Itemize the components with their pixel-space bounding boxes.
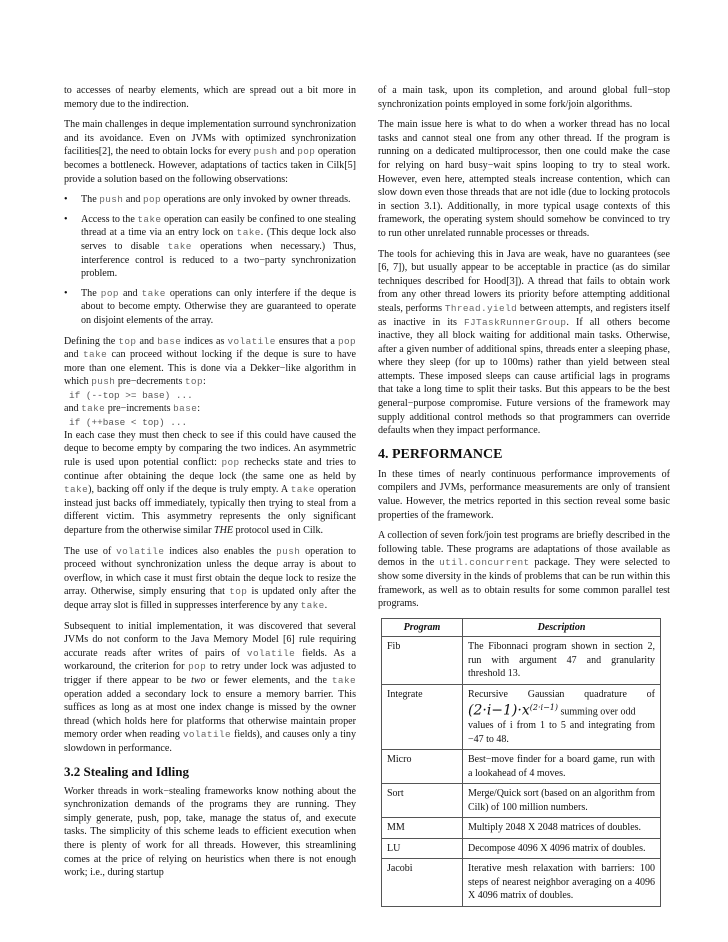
paragraph: In each case they must then check to see if this could have caused the deque to become empty by comparing the two indices. An asymmetric rule is used upon potential conflict: pop rechecks state and tries to continue after obtaining the deque lock (the same one as held by take), backing off only if the deque is truly empty. A take operation instead just backs off immediately, typically then trying to steal from a different victim. This asymmetry represents the only significant departure from the otherwise similar THE protocol used in Cilk. bbox=[64, 429, 356, 537]
integrand-formula: $(2\cdot i-1)\cdot x^{(2\cdot i-1)}$ summing over odd bbox=[468, 702, 636, 719]
column-header: Description bbox=[463, 618, 661, 637]
paragraph: Subsequent to initial implementation, it was discovered that several JVMs do not conform to the Java Memory Model [6] rule requiring accurate reads after writes of pairs of volatile fields. As a workaround, the criterion for pop to retry under lock was adjusted to trigger if there appear to be two or fewer elements, and the take operation added a secondary lock to ensure a memory barrier. This suffices as long as at most one index change is missed by the owner thread (which holds here for platforms that otherwise maintain proper memory order when reading volatile fields), and causes only a tiny slowdown in performance. bbox=[64, 620, 356, 754]
observation-list bbox=[64, 193, 356, 327]
list-item: • Access to the take operation can easily be confined to one stealing thread at a time via an entry lock on take. (This deque lock also serves to disable take operations when necessary.) Thus, interference control is reduced to a two−party synchronization problem. bbox=[64, 213, 356, 280]
program-cell: LU bbox=[382, 838, 463, 859]
paragraph: The main challenges in deque implementation surround synchronization and its avoidance. Even on JVMs with optimized synchronization facilities[2], the need to obtain locks for every push and pop operation becomes a bottleneck. However, adaptations of tactics taken in Cilk[5] provide a solution based on the following observations: bbox=[64, 119, 356, 185]
bullet-icon: • bbox=[64, 213, 68, 225]
description-cell: Merge/Quick sort (based on an algorithm from Cilk) of 100 million numbers. bbox=[463, 784, 661, 818]
table-row bbox=[382, 818, 661, 839]
table-row bbox=[382, 784, 661, 818]
table-row bbox=[382, 838, 661, 859]
program-cell: Micro bbox=[382, 750, 463, 784]
program-cell: Jacobi bbox=[382, 859, 463, 907]
paragraph: and take pre−increments base: bbox=[64, 403, 201, 415]
paragraph: of a main task, upon its completion, and around global full−stop synchronization points employed in some fork/join algorithms. bbox=[378, 85, 670, 110]
paragraph: The tools for achieving this in Java are weak, have no guarantees (see [6, 7]), but usually appear to be acceptable in practice (as do similar techniques described for Hood[3]). A thread that fails to obtain work from any other thread lowers its priority before attempting additional steals, performs Thread.yield between attempts, and registers itself as inactive in its FJTaskRunnerGroup. If all others become inactive, they all block waiting for additional main tasks. Otherwise, after a given number of additional spins, threads enter a sleeping phase, where they sleep (for up to 100ms) rather than yield between steal attempts. These imposed sleeps can cause artificial lags in programs that take a long time to split their tasks. But this appears to be the best general−purpose compromise. Future versions of the framework may supply additional control methods so that programmers can override defaults when they impact performance. bbox=[378, 248, 670, 437]
description-cell: Multiply 2048 X 2048 matrices of doubles. bbox=[463, 818, 661, 839]
description-cell: Iterative mesh relaxation with barriers: 100 steps of nearest neighbor averaging on a 4096 X 4096 matrix of doubles. bbox=[463, 859, 661, 907]
right-column bbox=[378, 84, 670, 907]
paragraph: The use of volatile indices also enables the push operation to proceed without synchronization unless the deque array is about to overflow, in which case it must first obtain the deque lock to resize the array. Otherwise, simply ensuring that top is updated only after the deque array slot is filled in suppresses interference by any take. bbox=[64, 545, 356, 611]
programs-table bbox=[381, 618, 661, 907]
program-cell: Fib bbox=[382, 637, 463, 685]
list-item: • The pop and take operations can only interfere if the deque is about to become empty. Otherwise they are guaranteed to operate on disjoint elements of the array. bbox=[64, 287, 357, 326]
description-cell: Decompose 4096 X 4096 matrix of doubles. bbox=[463, 838, 661, 859]
section-heading: 3.2 Stealing and Idling bbox=[64, 763, 189, 779]
description-cell: Best−move finder for a board game, run with a lookahead of 4 moves. bbox=[463, 750, 661, 784]
code-line: if (++base < top) ... bbox=[69, 416, 188, 428]
table-row bbox=[382, 859, 661, 907]
program-cell: Sort bbox=[382, 784, 463, 818]
left-column bbox=[64, 84, 356, 887]
description-cell: The Fibonnaci program shown in section 2, run with argument 47 and granularity threshold 13. bbox=[463, 637, 661, 685]
list-item: • The push and pop operations are only invoked by owner threads. bbox=[64, 194, 351, 206]
section-heading: 4. PERFORMANCE bbox=[378, 446, 503, 462]
bullet-icon: • bbox=[64, 194, 68, 206]
table-row bbox=[382, 637, 661, 685]
table-row bbox=[382, 750, 661, 784]
column-header: Program bbox=[382, 618, 463, 637]
paragraph: In these times of nearly continuous performance improvements of compilers and JVMs, performance measurements are only of transient value. However, the metrics reported in this section reveal some basic properties of the framework. bbox=[378, 468, 670, 521]
program-cell: Integrate bbox=[382, 684, 463, 749]
bullet-icon: • bbox=[64, 287, 68, 299]
paragraph: Defining the top and base indices as volatile ensures that a pop and take can proceed without locking if the deque is sure to have more than one element. This is done via a Dekker−like algorithm in which push pre−decrements top: bbox=[64, 335, 357, 388]
description-cell: Recursive Gaussian quadrature of $(2\cdot i-1)\cdot x^{(2\cdot i-1)}$ summing over odd values of i from 1 to 5 and integrating from −47 to 48. bbox=[463, 684, 661, 749]
program-cell: MM bbox=[382, 818, 463, 839]
paragraph: to accesses of nearby elements, which are spread out a bit more in memory due to the indirection. bbox=[64, 85, 356, 110]
paragraph: A collection of seven fork/join test programs are briefly described in the following table. These programs are adaptations of those available as demos in the util.concurrent package. They were selected to show some diversity in the kinds of problems that can be run within this framework, as well as to obtain results for some common parallel test programs. bbox=[378, 530, 671, 610]
code-line: if (--top >= base) ... bbox=[69, 389, 193, 401]
table-row bbox=[382, 684, 661, 749]
paragraph: Worker threads in work−stealing frameworks know nothing about the synchronization demands of the programs they are running. They simply generate, push, pop, take, manage the status of, and execute tasks. The simplicity of this scheme leads to efficient execution when there is plenty of work for all threads. However, this streamlining comes at the price of relying on heuristics when there is not enough work; i.e., during startup bbox=[64, 785, 356, 879]
paragraph: The main issue here is what to do when a worker thread has no local tasks and cannot steal one from any other thread. If the program is running on a dedicated multiprocessor, then one could make the case for relying on hard busy−wait spins looping to try to steal work. However, even here, attempted steals increase contention, which can slow down even those threads that are not idle (due to locking protocols in section 3.1). Additionally, in more typical usage contexts of this framework, the operating system should somehow be convinced to try to run other unrelated runnable processes or threads. bbox=[378, 119, 670, 239]
table-header-row bbox=[382, 618, 661, 637]
